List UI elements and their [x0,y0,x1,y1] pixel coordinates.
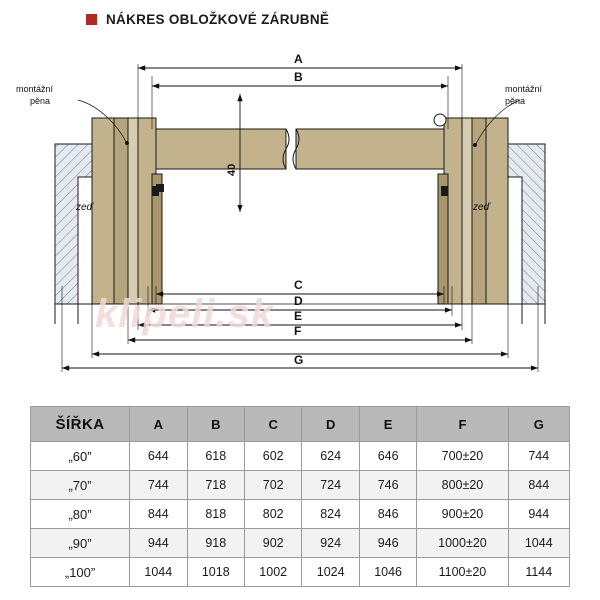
table-header-cell: F [417,407,508,442]
dim-label-D: D [294,294,303,308]
table-cell: 944 [508,500,569,529]
door-leaf [156,129,444,169]
table-cell: 702 [244,471,301,500]
table-cell: 746 [359,471,416,500]
table-cell: 1046 [359,558,416,587]
table-cell: „100” [31,558,130,587]
dimensions-table [30,406,570,587]
table-cell: 1002 [244,558,301,587]
dim-label-E: E [294,309,303,323]
page-title [86,12,329,27]
table-header-cell: B [187,407,244,442]
table-cell: 1044 [508,529,569,558]
label-thickness-40: 40 [226,163,238,176]
table-row [31,442,570,471]
table-row [31,558,570,587]
table-cell: 1000±20 [417,529,508,558]
table-cell: „60” [31,442,130,471]
table-header-row [31,407,570,442]
table-cell: 1144 [508,558,569,587]
technical-drawing [0,34,600,394]
table-cell: 624 [302,442,359,471]
dim-label-C: C [294,278,303,292]
table-cell: 646 [359,442,416,471]
table-header-cell: D [302,407,359,442]
table-cell: 1100±20 [417,558,508,587]
table-row [31,529,570,558]
table-cell: 900±20 [417,500,508,529]
table-cell: 818 [187,500,244,529]
dim-label-F: F [294,324,302,338]
page-title-text: NÁKRES OBLOŽKOVÉ ZÁRUBNĚ [106,12,330,27]
table-cell: 918 [187,529,244,558]
table-row [31,471,570,500]
table-cell: „90” [31,529,130,558]
table-cell: 724 [302,471,359,500]
table-cell: 844 [508,471,569,500]
table-cell: 1018 [187,558,244,587]
table-header-cell: C [244,407,301,442]
label-wall-left: zeď [76,202,93,213]
table-cell: 1024 [302,558,359,587]
table-cell: 802 [244,500,301,529]
table-cell: 718 [187,471,244,500]
dim-label-B-top: B [294,70,303,84]
table-cell: 744 [130,471,187,500]
dim-label-G: G [294,353,304,367]
table-cell: „80” [31,500,130,529]
label-foam-left-line1: montážní [16,84,54,94]
table-cell: 902 [244,529,301,558]
table-cell: 846 [359,500,416,529]
table-header-cell: A [130,407,187,442]
label-foam-right-line1: montážní [505,84,543,94]
table-cell: 618 [187,442,244,471]
table-cell: 946 [359,529,416,558]
table-header-cell: E [359,407,416,442]
label-wall-right: zeď [473,202,490,213]
table-row [31,500,570,529]
table-cell: 744 [508,442,569,471]
table-cell: „70” [31,471,130,500]
table-cell: 602 [244,442,301,471]
table-cell: 944 [130,529,187,558]
table-cell: 644 [130,442,187,471]
table-cell: 844 [130,500,187,529]
table-cell: 800±20 [417,471,508,500]
bullet-square-icon [86,14,97,25]
door-lining-left [92,118,164,304]
door-lining-right [434,114,508,304]
label-foam-left-line2: pěna [30,96,51,106]
watermark: klipeli.sk [95,292,274,336]
table-cell: 1044 [130,558,187,587]
table-cell: 700±20 [417,442,508,471]
table-cell: 924 [302,529,359,558]
dim-label-A-top: A [294,52,303,66]
label-foam-right-line2: pěna [505,96,526,106]
table-header-cell: G [508,407,569,442]
table-cell: 824 [302,500,359,529]
table-header-cell: ŠÍŘKA [31,407,130,442]
